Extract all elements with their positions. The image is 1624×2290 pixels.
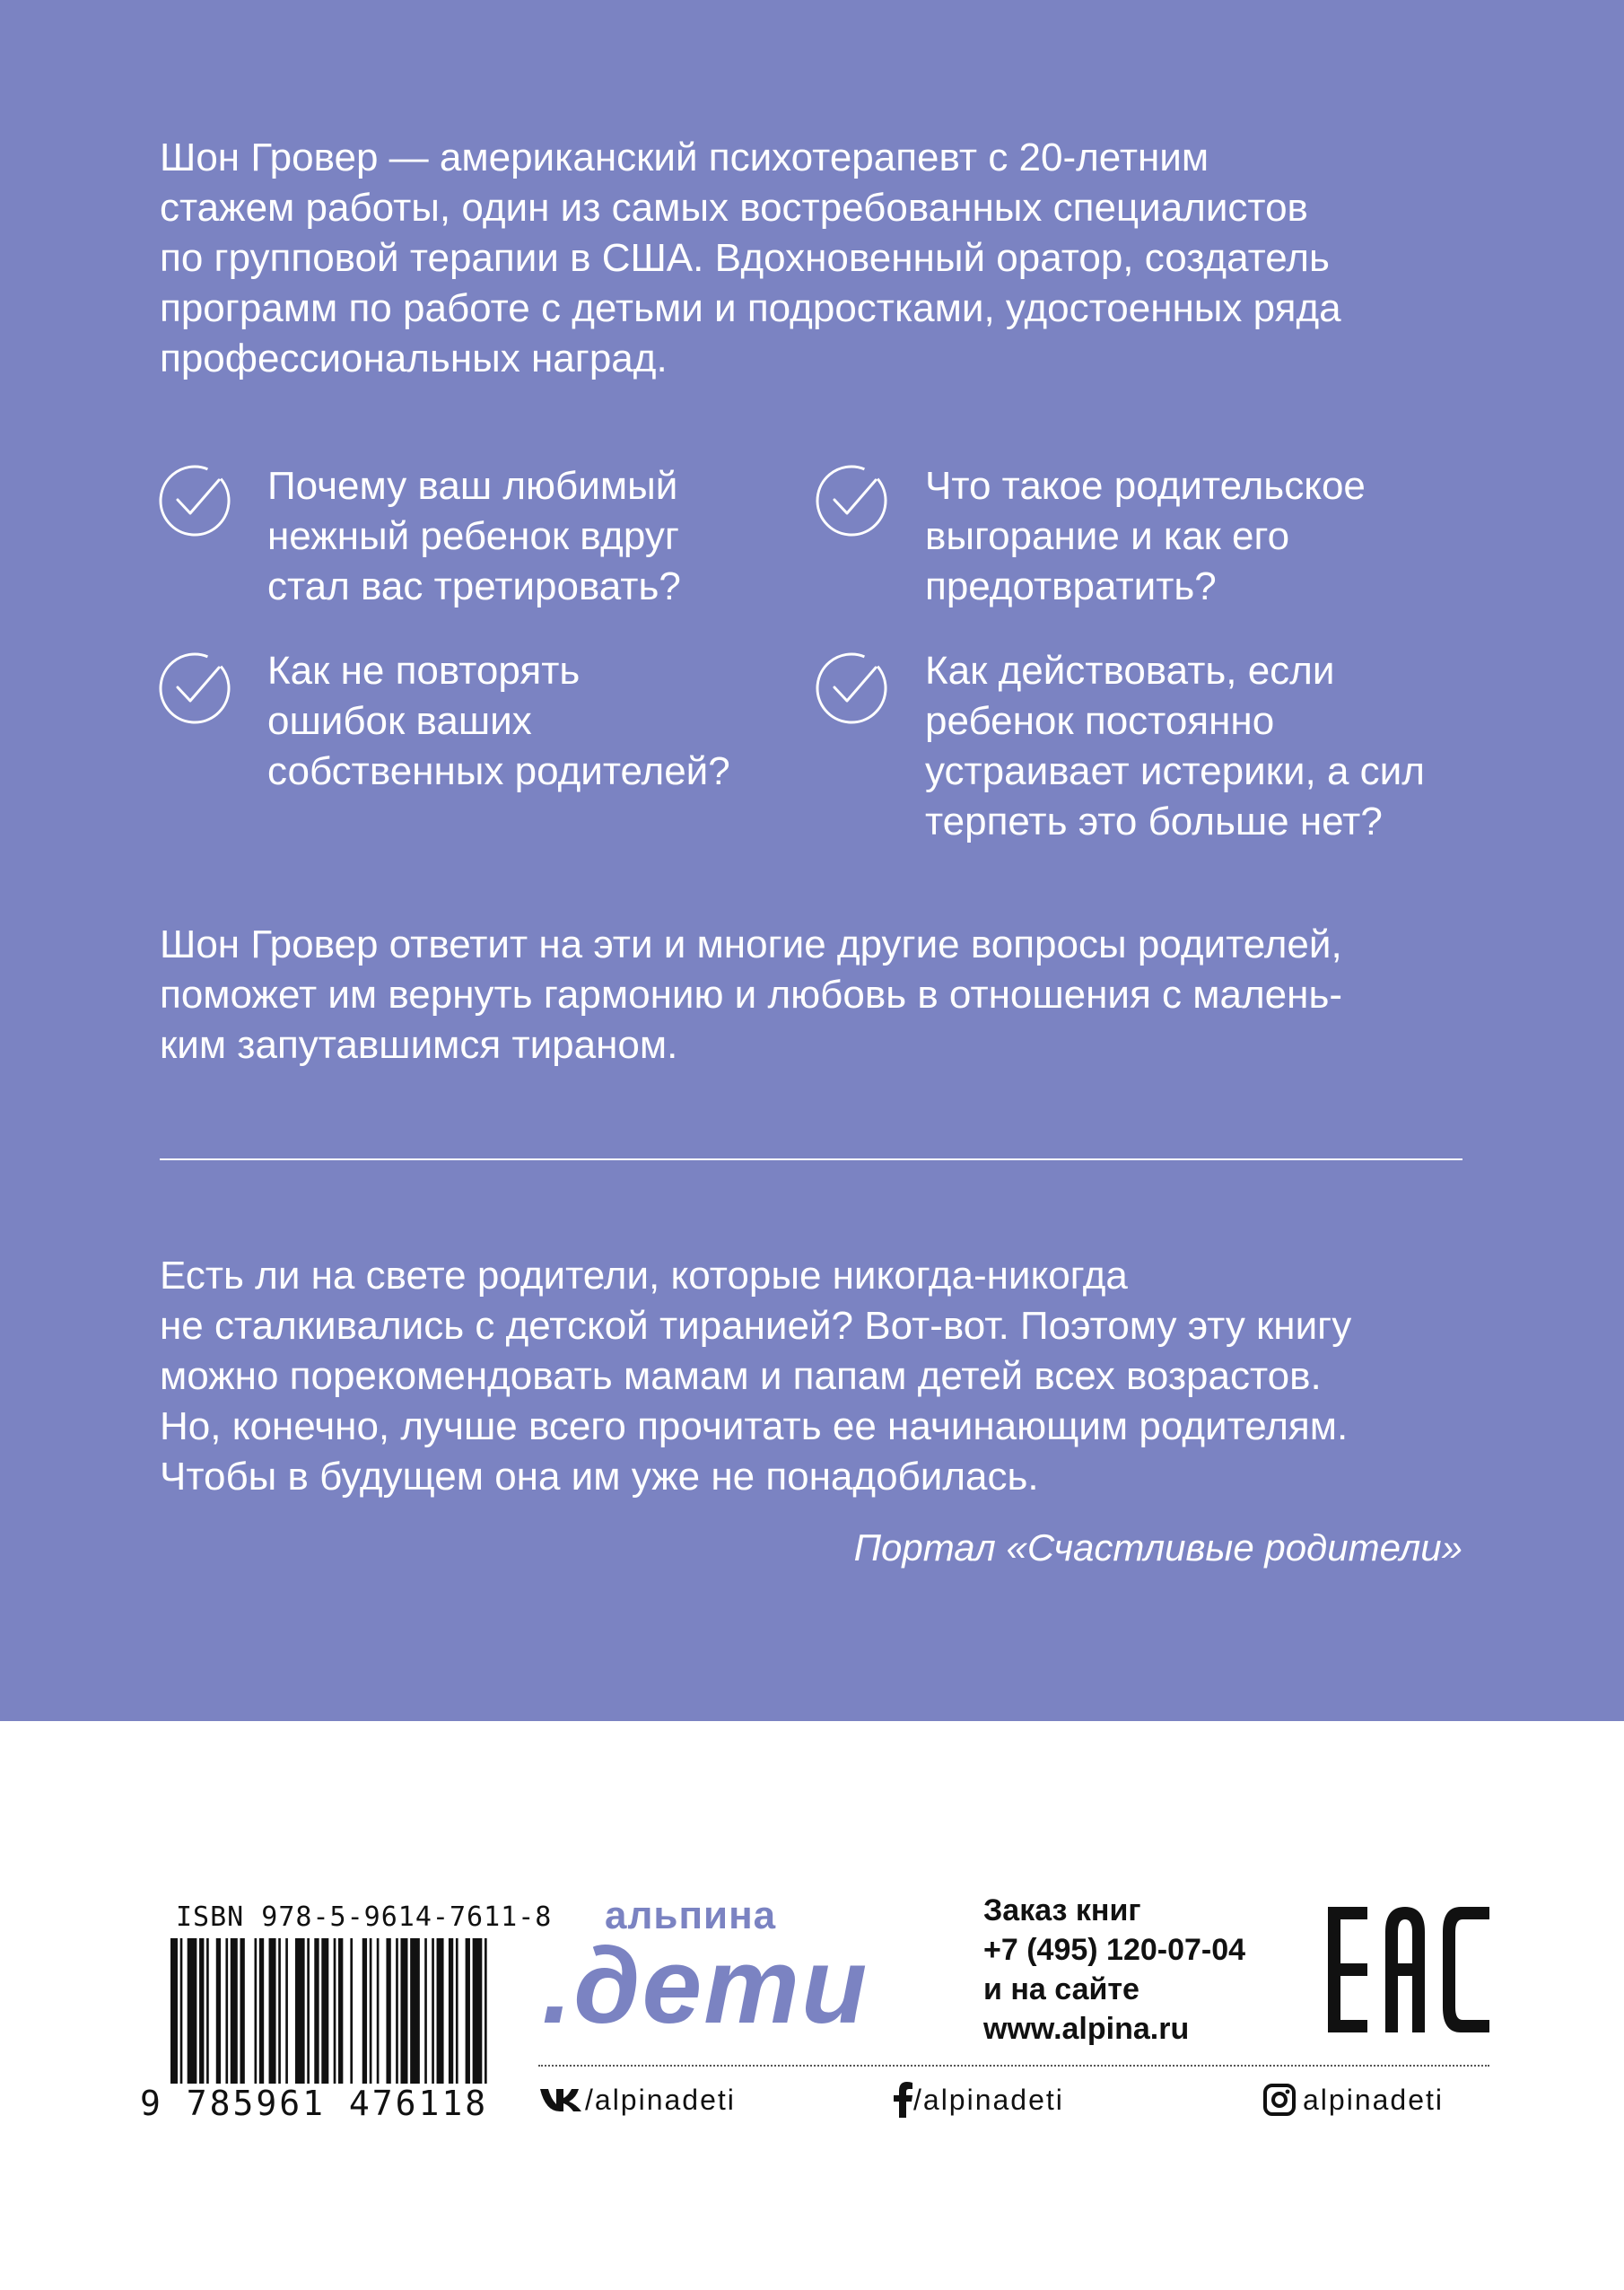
barcode-bar: [456, 1938, 458, 2084]
barcode-bar: [314, 1938, 319, 2084]
order-info: [983, 1891, 1288, 2049]
author-intro: Шон Гровер — американский психотерапевт с 20-летним стажем работы, один из самых востребованных специалистов по групповой терапии в США. Вдохновенный оратор, создатель программ по работе с детьми и подростками, удостоенных ряда профессиональных наград.: [160, 135, 1341, 380]
barcode-bar: [240, 1938, 244, 2084]
social-vk-handle: /alpinadeti: [585, 2083, 736, 2116]
order-site-label: и на сайте: [983, 1972, 1139, 2006]
barcode-bar: [350, 1938, 353, 2084]
barcode-bar: [180, 1938, 183, 2084]
barcode-bar: [216, 1938, 221, 2084]
barcode-bar: [206, 1938, 209, 2084]
question-item: Почему ваш любимый нежный ребенок вдруг стал вас третировать?: [267, 464, 681, 608]
check-circle-icon: [813, 462, 890, 539]
barcode-bar: [432, 1938, 434, 2084]
barcode-bar: [377, 1938, 380, 2084]
barcode-digits: 9 785961 476118: [140, 2084, 489, 2123]
barcode-bar: [362, 1938, 367, 2084]
social-vk[interactable]: [538, 2080, 736, 2120]
summary-paragraph: Шон Гровер ответит на эти и многие другие вопросы родителей, поможет им вернуть гармонию и любовь в отношения с малень- ким запутавшимся тираном.: [160, 922, 1343, 1067]
footer-rule: [538, 2065, 1489, 2067]
barcode-bar: [466, 1938, 470, 2084]
social-instagram[interactable]: [1263, 2080, 1444, 2120]
social-facebook[interactable]: [894, 2080, 1064, 2120]
barcode-bar: [424, 1938, 427, 2084]
barcode-image: [170, 1938, 492, 2084]
barcode-bar: [473, 1938, 483, 2084]
barcode-bar: [334, 1938, 336, 2084]
publisher-logo: [542, 1893, 937, 2073]
vk-icon: [538, 2086, 585, 2113]
barcode-bar: [396, 1938, 398, 2084]
barcode-bar: [259, 1938, 264, 2084]
barcode-bar: [370, 1938, 372, 2084]
social-instagram-handle: alpinadeti: [1303, 2083, 1444, 2116]
order-heading: Заказ книг: [983, 1893, 1141, 1927]
barcode-bar: [307, 1938, 310, 2084]
barcode-bar: [269, 1938, 276, 2084]
check-circle-icon: [156, 650, 233, 727]
barcode-bar: [400, 1938, 407, 2084]
barcode-bar: [386, 1938, 390, 2084]
social-facebook-handle: /alpinadeti: [913, 2083, 1064, 2116]
barcode-bar: [321, 1938, 328, 2084]
review-quote: Есть ли на свете родители, которые никогда-никогда не сталкивались с детской тиранией? Вот-вот. Поэтому эту книгу можно порекомендовать мамам и папам детей всех возрастов. Но, конечно, лучше всего прочитать ее начинающим родителям. Чтобы в будущем она им уже не понадобилась.: [160, 1254, 1352, 1499]
question-item: Как не повторять ошибок ваших собственных родителей?: [267, 649, 730, 793]
question-item: Как действовать, если ребенок постоянно устраивает истерики, а сил терпеть это больше нет?: [925, 649, 1425, 843]
barcode-bar: [170, 1938, 178, 2084]
barcode-bar: [199, 1938, 204, 2084]
question-item: Что такое родительское выгорание и как его предотвратить?: [925, 464, 1366, 608]
barcode-bar: [410, 1938, 420, 2084]
barcode-bar: [437, 1938, 444, 2084]
barcode-bar: [285, 1938, 288, 2084]
barcode-bar: [278, 1938, 281, 2084]
barcode-bar: [449, 1938, 453, 2084]
barcode-bar: [225, 1938, 228, 2084]
barcode-bar: [188, 1938, 197, 2084]
divider-line: [160, 1158, 1462, 1160]
logo-wordmark-top: альпина: [605, 1893, 777, 1937]
instagram-icon: [1263, 2084, 1296, 2116]
logo-wordmark-main: .дети: [542, 1926, 869, 2046]
facebook-icon: [894, 2082, 913, 2118]
isbn-label: ISBN 978-5-9614-7611-8: [176, 1901, 553, 1933]
order-phone: +7 (495) 120-07-04: [983, 1933, 1246, 1967]
barcode-bar: [255, 1938, 258, 2084]
eac-certification-mark: [1328, 1907, 1489, 2032]
barcode-bar: [485, 1938, 487, 2084]
check-circle-icon: [813, 650, 890, 727]
review-source: Портал «Счастливые родители»: [853, 1526, 1462, 1569]
barcode-bar: [338, 1938, 343, 2084]
check-circle-icon: [156, 462, 233, 539]
order-site-url: www.alpina.ru: [983, 2012, 1190, 2046]
barcode-bar: [295, 1938, 305, 2084]
barcode-bar: [231, 1938, 238, 2084]
